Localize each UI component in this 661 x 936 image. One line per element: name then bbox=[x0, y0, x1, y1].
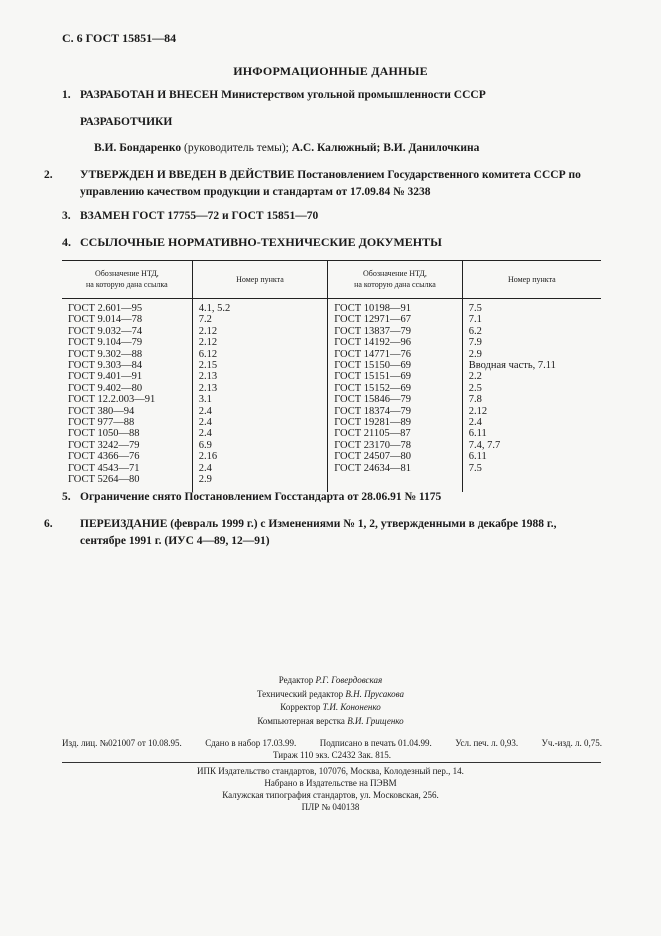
section-text: РАЗРАБОТАН И ВНЕСЕН Министерством угольной промышленности СССР bbox=[80, 89, 486, 101]
header-clause-left: Номер пункта bbox=[192, 261, 327, 299]
publisher-line: ИПК Издательство стандартов, 107076, Москва, Колодезный пер., 14. bbox=[197, 766, 464, 776]
document-title: ИНФОРМАЦИОННЫЕ ДАННЫЕ bbox=[233, 64, 428, 78]
developers-list bbox=[94, 142, 479, 154]
page-header: С. 6 ГОСТ 15851—84 bbox=[62, 31, 177, 45]
section-number: 5. bbox=[62, 491, 71, 503]
editor-line: Редактор Р.Г. Говердовская bbox=[278, 675, 383, 685]
publisher-info bbox=[0, 765, 661, 813]
header-designation-right: Обозначение НТД, на которую дана ссылка bbox=[328, 261, 463, 299]
section-4 bbox=[62, 234, 442, 251]
typeset-date: Сдано в набор 17.03.99. bbox=[205, 738, 297, 748]
section-text: ССЫЛОЧНЫЕ НОРМАТИВНО-ТЕХНИЧЕСКИЕ ДОКУМЕНТЫ bbox=[80, 235, 442, 249]
section-3 bbox=[62, 208, 318, 225]
header-designation-left: Обозначение НТД, на которую дана ссылка bbox=[62, 261, 192, 299]
print-imprint bbox=[62, 737, 602, 761]
print-sheets: Усл. печ. л. 0,93. bbox=[455, 738, 519, 748]
divider bbox=[62, 762, 601, 763]
reference-table bbox=[62, 260, 601, 492]
section-text: ВЗАМЕН ГОСТ 17755—72 и ГОСТ 15851—70 bbox=[80, 210, 319, 222]
developers-others: А.С. Калюжный; В.И. Данилочкина bbox=[291, 142, 480, 154]
section-number: 3. bbox=[62, 210, 71, 222]
print-run: Тираж 110 экз. С2432 Зак. 815. bbox=[272, 750, 392, 760]
designation-column-right: ГОСТ 10198—91 ГОСТ 12971—67 ГОСТ 13837—79 ГОСТ 14192—96 ГОСТ 14771—76 ГОСТ 15150—69 ГОСТ 15151—69 ГОСТ 15152—69 ГОСТ 15846—79 ГОСТ 18374—79 ГОСТ 19281—89 ГОСТ 21105—87 ГОСТ 23170—78 ГОСТ 24507—80 ГОСТ 24634—81 bbox=[328, 299, 463, 492]
publisher-line: ПЛР № 040138 bbox=[301, 802, 360, 812]
section-1 bbox=[62, 87, 622, 104]
publisher-line: Калужская типография стандартов, ул. Московская, 256. bbox=[222, 790, 439, 800]
section-5 bbox=[62, 489, 441, 506]
signed-date: Подписано в печать 01.04.99. bbox=[319, 738, 432, 748]
layout-line: Компьютерная верстка В.И. Грищенко bbox=[257, 715, 404, 726]
section-text: УТВЕРЖДЕН И ВВЕДЕН В ДЕЙСТВИЕ Постановлением Государственного комитета СССР по управлению качеством продукции и стандартам от 17.09.84 № 3238 bbox=[80, 169, 581, 198]
developers-heading: РАЗРАБОТЧИКИ bbox=[80, 116, 173, 128]
header-clause-right: Номер пункта bbox=[462, 261, 601, 299]
section-number: 2. bbox=[44, 169, 53, 181]
designation-column-left: ГОСТ 2.601—95 ГОСТ 9.014—78 ГОСТ 9.032—74 ГОСТ 9.104—79 ГОСТ 9.302—88 ГОСТ 9.303—84 ГОСТ 9.401—91 ГОСТ 9.402—80 ГОСТ 12.2.003—91 ГОСТ 380—94 ГОСТ 977—88 ГОСТ 1050—88 ГОСТ 3242—79 ГОСТ 4366—76 ГОСТ 4543—71 ГОСТ 5264—80 bbox=[68, 303, 156, 486]
tech-editor-line: Технический редактор В.Н. Прусакова bbox=[256, 688, 405, 699]
editorial-credits bbox=[0, 674, 661, 728]
license-number: Изд. лиц. №021007 от 10.08.95. bbox=[62, 738, 182, 748]
developer-lead: В.И. Бондаренко bbox=[94, 142, 182, 154]
corrector-line: Корректор Т.И. Кононенко bbox=[280, 702, 381, 712]
edu-sheets: Уч.-изд. л. 0,75. bbox=[541, 738, 602, 748]
clause-column-left: 4.1, 5.2 7.2 2.12 2.12 6.12 2.15 2.13 2.13 3.1 2.4 2.4 2.4 6.9 2.16 2.4 2.9 bbox=[192, 299, 327, 492]
section-number: 1. bbox=[62, 89, 71, 101]
section-text: ПЕРЕИЗДАНИЕ (февраль 1999 г.) с Изменениями № 1, 2, утвержденными в декабре 1988 г., сентябре 1991 г. (ИУС 4—89, 12—91) bbox=[80, 518, 557, 547]
clause-column-right: 7.5 7.1 6.2 7.9 2.9 Вводная часть, 7.11 2.2 2.5 7.8 2.12 2.4 6.11 7.4, 7.7 6.11 7.5 bbox=[462, 299, 601, 492]
section-2 bbox=[44, 167, 600, 201]
section-number: 4. bbox=[62, 235, 71, 249]
section-number: 6. bbox=[44, 518, 53, 530]
section-text: Ограничение снято Постановлением Госстандарта от 28.06.91 № 1175 bbox=[80, 491, 442, 503]
developer-lead-role: (руководитель темы); bbox=[184, 142, 289, 154]
section-6 bbox=[44, 516, 600, 550]
publisher-line: Набрано в Издательстве на ПЭВМ bbox=[264, 778, 397, 788]
